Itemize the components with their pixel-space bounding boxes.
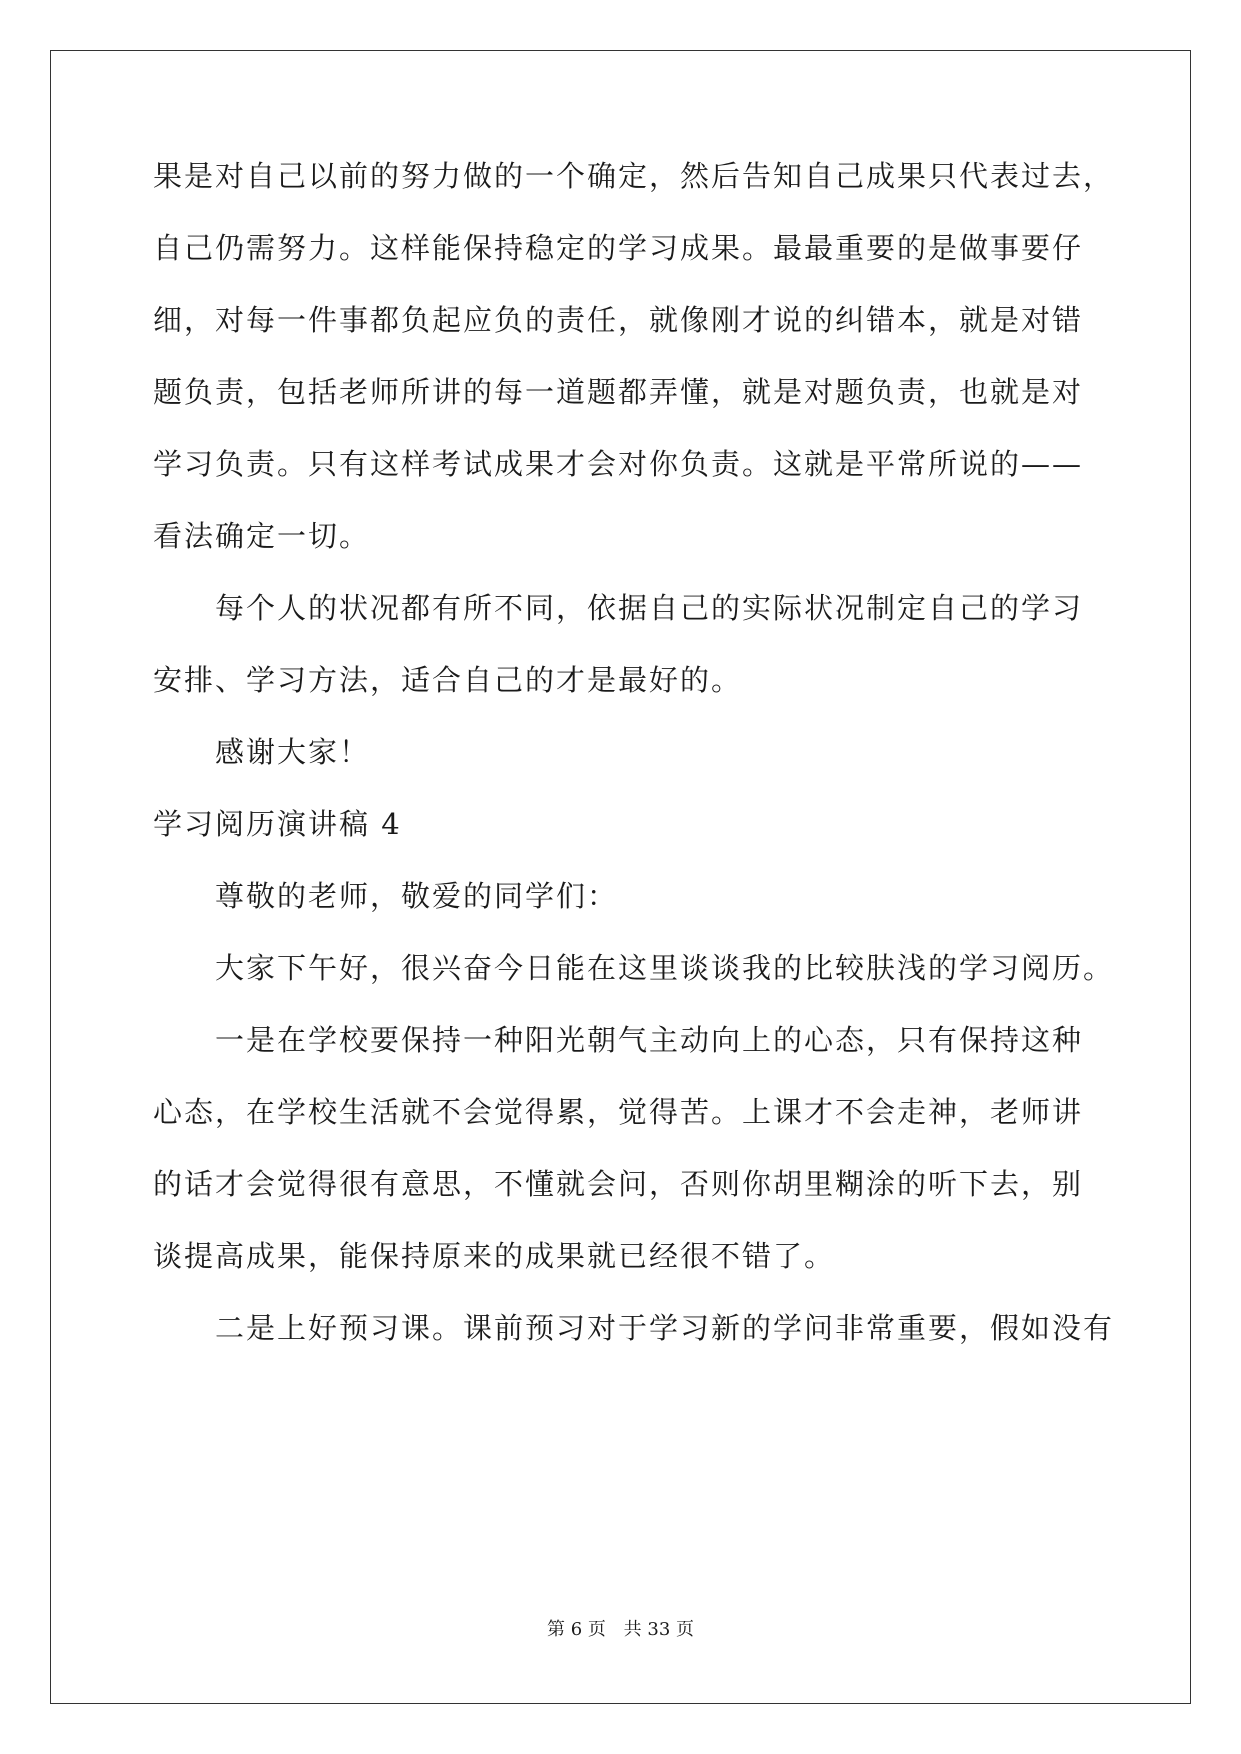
section-heading: 学习阅历演讲稿 4 — [153, 807, 402, 841]
salutation: 尊敬的老师，敬爱的同学们： — [215, 879, 619, 913]
closing-thanks: 感谢大家！ — [215, 735, 371, 769]
text-line: 果是对自己以前的努力做的一个确定，然后告知自己成果只代表过去， — [153, 159, 1115, 193]
page-footer — [0, 1618, 1241, 1642]
text-line: 安排、学习方法，适合自己的才是最好的。 — [153, 663, 743, 697]
text-line: 看法确定一切。 — [153, 519, 371, 553]
text-line: 自己仍需努力。这样能保持稳定的学习成果。最最重要的是做事要仔 — [153, 231, 1084, 265]
text-line: 谈提高成果，能保持原来的成果就已经很不错了。 — [153, 1239, 836, 1273]
paragraph-first-line: 二是上好预习课。课前预习对于学习新的学问非常重要，假如没有 — [215, 1311, 1115, 1345]
page-number: 第 6 页 — [547, 1619, 606, 1640]
paragraph-first-line: 每个人的状况都有所不同，依据自己的实际状况制定自己的学习 — [215, 591, 1084, 625]
paragraph-first-line: 大家下午好，很兴奋今日能在这里谈谈我的比较肤浅的学习阅历。 — [215, 951, 1115, 985]
text-line: 心态，在学校生活就不会觉得累，觉得苦。上课才不会走神，老师讲 — [153, 1095, 1084, 1129]
text-line: 的话才会觉得很有意思，不懂就会问，否则你胡里糊涂的听下去，别 — [153, 1167, 1084, 1201]
text-line: 学习负责。只有这样考试成果才会对你负责。这就是平常所说的—— — [153, 447, 1084, 481]
text-line: 题负责，包括老师所讲的每一道题都弄懂，就是对题负责，也就是对 — [153, 375, 1084, 409]
text-line: 细，对每一件事都负起应负的责任，就像刚才说的纠错本，就是对错 — [153, 303, 1084, 337]
paragraph-first-line: 一是在学校要保持一种阳光朝气主动向上的心态，只有保持这种 — [215, 1023, 1084, 1057]
page-total: 共 33 页 — [623, 1619, 694, 1640]
